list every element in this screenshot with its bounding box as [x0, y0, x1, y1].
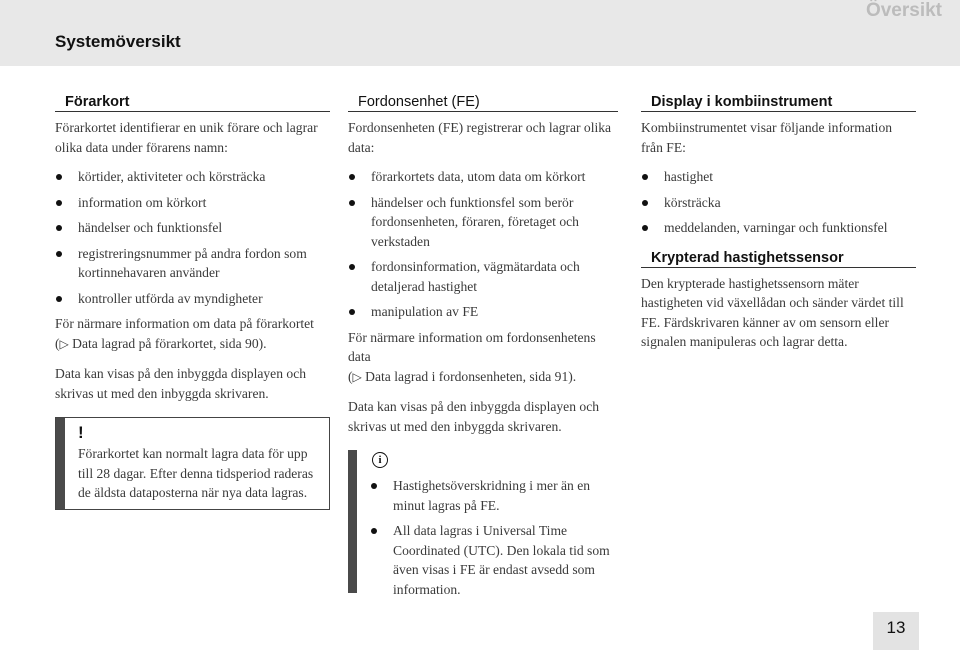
info-icon: i [372, 452, 388, 468]
reference-link[interactable]: Data lagrad på förarkortet, sida 90). [72, 335, 267, 351]
info-box [348, 450, 618, 599]
bullet-icon [56, 200, 62, 206]
arrow-right-icon: ▷ [352, 369, 362, 384]
bullet-icon [56, 251, 62, 257]
bullet-icon [349, 309, 355, 315]
heading-instrument-display: Display i kombiinstrument [641, 94, 916, 112]
page-header [0, 0, 960, 66]
heading-encrypted-sensor: Krypterad hastighetssensor [641, 250, 916, 268]
encrypted-sensor-text: Den krypterade hastighetssensorn mäter hastigheten vid växellådan och sänder värdet till FE. Färdskrivaren känner av om sensorn eller signalen manipuleras och lagrar detta. [641, 275, 904, 349]
bullet-icon [371, 528, 377, 534]
reference-link[interactable]: Data lagrad i fordonsenheten, sida 91). [365, 368, 577, 384]
driver-card-list [55, 167, 330, 308]
warning-bar [56, 418, 65, 509]
list-item: kontroller utförda av myndigheter [55, 289, 330, 309]
list-item: information om körkort [55, 193, 330, 213]
instrument-display-list [641, 167, 916, 238]
vehicle-unit-list [348, 167, 618, 322]
arrow-right-icon: ▷ [59, 336, 69, 351]
warning-icon: ! [78, 423, 84, 442]
vehicle-unit-intro: Fordonsenheten (FE) registrerar och lagrar olika data: [348, 120, 612, 155]
bullet-icon [642, 225, 648, 231]
list-item: förarkortets data, utom data om körkort [348, 167, 618, 187]
bullet-icon [642, 200, 648, 206]
bullet-icon [349, 174, 355, 180]
vehicle-unit-display-text: Data kan visas på den inbyggda displayen och skrivas ut med den inbyggda skrivaren. [348, 399, 600, 434]
driver-card-reference: För närmare information om data på förarkortet (▷ Data lagrad på förarkortet, sida 90). [55, 316, 314, 351]
heading-driver-card: Förarkort [55, 94, 330, 112]
column-vehicle-unit [348, 94, 618, 605]
list-item: manipulation av FE [348, 302, 618, 322]
list-item: händelser och funktionsfel som berör fordonsenheten, föraren, företaget och verkstaden [348, 193, 618, 252]
list-item: fordonsinformation, vägmätardata och detaljerad hastighet [348, 257, 618, 296]
bullet-icon [56, 174, 62, 180]
instrument-display-intro: Kombiinstrumentet visar följande information från FE: [641, 120, 893, 155]
warning-box [55, 417, 330, 510]
bullet-icon [56, 296, 62, 302]
list-item: Hastighetsöverskridning i mer än en minut lagras på FE. [370, 476, 618, 515]
list-item: All data lagras i Universal Time Coordinated (UTC). Den lokala tid som även visas i FE är endast avsedd som information. [370, 521, 618, 599]
column-instrument-display [641, 94, 916, 362]
vehicle-unit-reference: För närmare information om fordonsenhetens data (▷ Data lagrad i fordonsenheten, sida 91). [348, 329, 596, 384]
list-item: körtider, aktiviteter och körsträcka [55, 167, 330, 187]
page-title: Systemöversikt [55, 32, 181, 51]
column-driver-card [55, 94, 330, 510]
bullet-icon [56, 225, 62, 231]
info-list [370, 476, 618, 599]
section-title: Översikt [865, 0, 942, 21]
bullet-icon [349, 200, 355, 206]
list-item: hastighet [641, 167, 916, 187]
page-number: 13 [873, 612, 919, 650]
heading-vehicle-unit: Fordonsenhet (FE) [348, 94, 618, 112]
warning-text: Förarkortet kan normalt lagra data för upp till 28 dagar. Efter denna tidsperiod raderas de äldsta dataposterna när nya data lagras. [78, 446, 314, 500]
bullet-icon [349, 264, 355, 270]
bullet-icon [371, 483, 377, 489]
driver-card-display-text: Data kan visas på den inbyggda displayen och skrivas ut med den inbyggda skrivaren. [55, 366, 307, 401]
list-item: registreringsnummer på andra fordon som kortinnehavaren använder [55, 244, 330, 283]
list-item: meddelanden, varningar och funktionsfel [641, 218, 916, 238]
list-item: händelser och funktionsfel [55, 218, 330, 238]
driver-card-intro: Förarkortet identifierar en unik förare och lagrar olika data under förarens namn: [55, 120, 318, 155]
bullet-icon [642, 174, 648, 180]
list-item: körsträcka [641, 193, 916, 213]
info-bar [348, 450, 357, 593]
